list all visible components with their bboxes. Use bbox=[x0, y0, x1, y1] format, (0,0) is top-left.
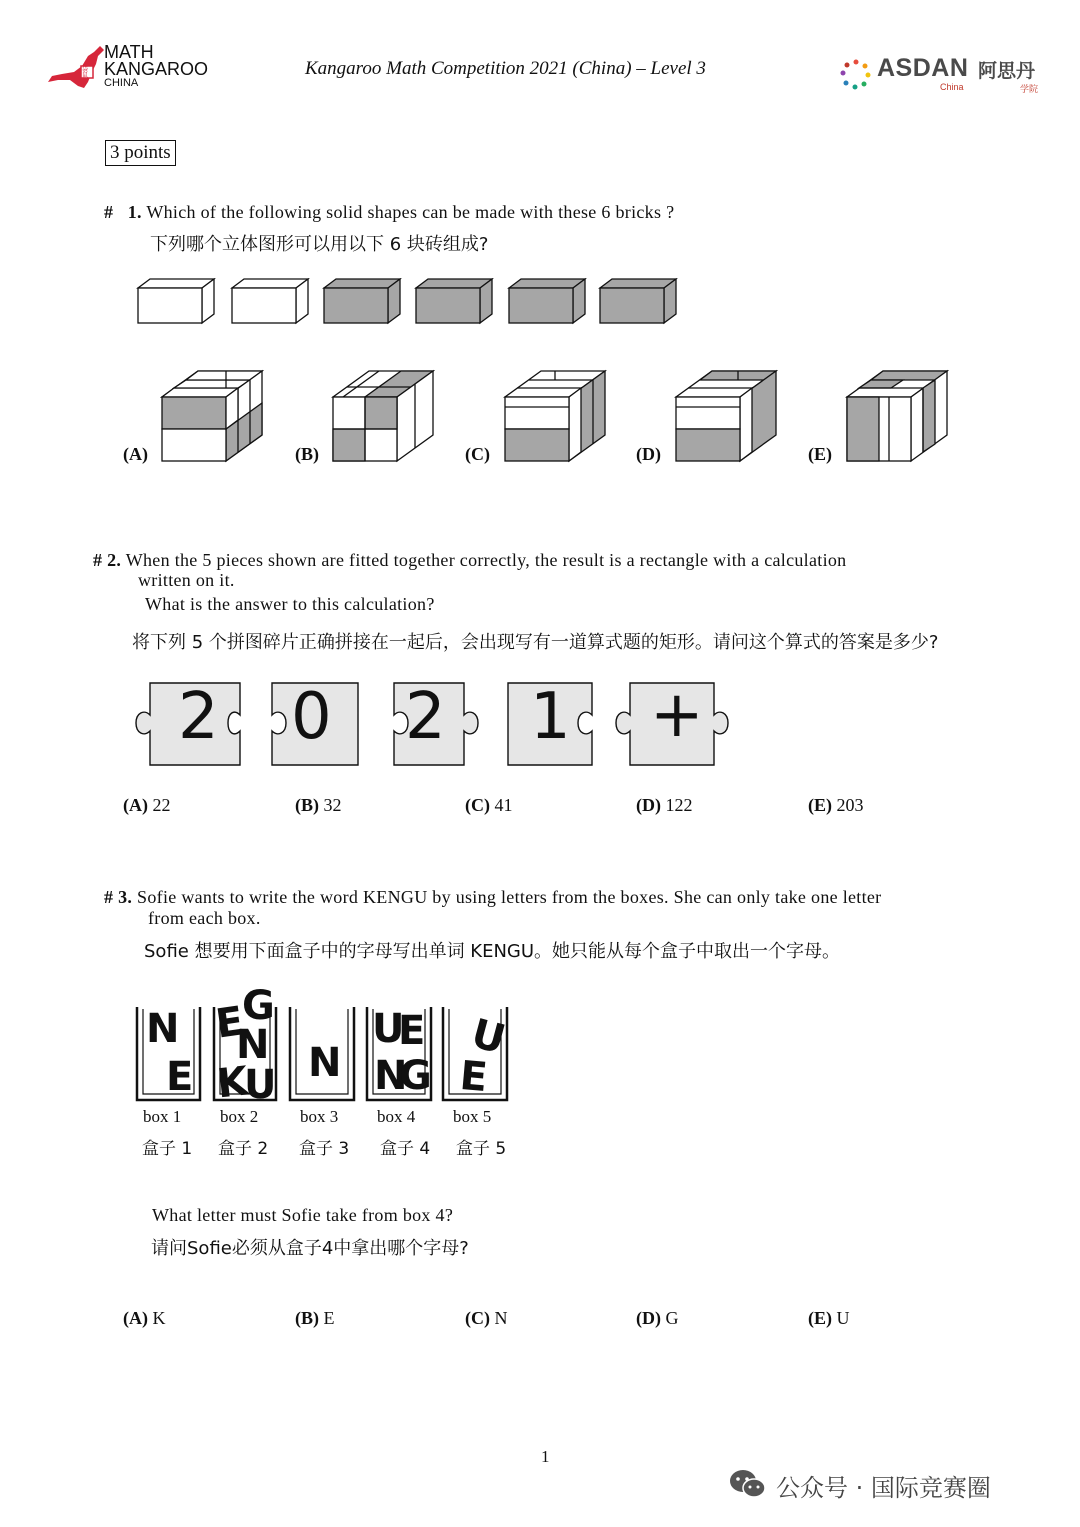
puzzle-digit-2: 0 bbox=[291, 680, 332, 754]
q2-option-B[interactable] bbox=[295, 795, 342, 816]
q1-option-C-letter: (C) bbox=[465, 444, 490, 464]
wechat-icon bbox=[728, 1468, 768, 1500]
box3-letter-N: N bbox=[308, 1040, 342, 1086]
box3-label: box 3 bbox=[300, 1107, 339, 1126]
q1-option-A[interactable] bbox=[123, 444, 148, 465]
logo-line-china: CHINA bbox=[104, 77, 139, 89]
q1-option-B[interactable] bbox=[295, 444, 319, 465]
q3-option-D[interactable] bbox=[636, 1308, 679, 1329]
q3-option-C-value: N bbox=[494, 1308, 508, 1328]
box1-letter-N: N bbox=[146, 1006, 180, 1052]
box1-label: box 1 bbox=[143, 1107, 182, 1126]
watermark-text: 公众号 · 国际竞赛圈 bbox=[776, 1474, 991, 1502]
box1-label-cn: 盒子 1 bbox=[142, 1139, 193, 1159]
q2-text-en-line3: What is the answer to this calculation? bbox=[145, 594, 435, 614]
q2-option-C-value: 41 bbox=[494, 795, 513, 815]
brick-4 bbox=[416, 279, 492, 323]
q2-text-en-line2: written on it. bbox=[138, 570, 235, 590]
q3-option-C-letter: (C) bbox=[465, 1308, 490, 1328]
box2-letter-U: U bbox=[244, 1062, 277, 1108]
asdan-sub: China bbox=[940, 82, 964, 92]
q3-option-A[interactable] bbox=[123, 1308, 166, 1329]
q3-option-D-value: G bbox=[665, 1308, 679, 1328]
brick-1 bbox=[138, 279, 214, 323]
box4-label: box 4 bbox=[377, 1107, 416, 1126]
q1-number: 1. bbox=[127, 202, 142, 222]
q3-question-line1: Sofie wants to write the word KENGU by using letters from the boxes. She can only take one letter bbox=[137, 887, 882, 907]
q1-option-E[interactable] bbox=[808, 444, 832, 465]
q2-option-D-letter: (D) bbox=[636, 795, 661, 815]
q3-text-en-line2: from each box. bbox=[148, 908, 261, 928]
q3-option-E[interactable] bbox=[808, 1308, 850, 1329]
q2-option-E-value: 203 bbox=[836, 795, 864, 815]
q2-option-B-letter: (B) bbox=[295, 795, 319, 815]
box2-letter-N: N bbox=[236, 1022, 270, 1068]
q2-option-A-value: 22 bbox=[152, 795, 171, 815]
asdan-sub-cn: 学院 bbox=[1020, 85, 1039, 95]
puzzle-digit-4: 1 bbox=[530, 680, 571, 754]
box4-letter-E: E bbox=[398, 1008, 426, 1054]
q3-option-A-letter: (A) bbox=[123, 1308, 148, 1328]
box5-label: box 5 bbox=[453, 1107, 492, 1126]
q2-option-E-letter: (E) bbox=[808, 795, 832, 815]
asdan-brand-cn: 阿思丹 bbox=[978, 60, 1036, 82]
box1-letter-E: E bbox=[166, 1054, 194, 1100]
q2-option-B-value: 32 bbox=[323, 795, 342, 815]
q3-option-E-letter: (E) bbox=[808, 1308, 832, 1328]
q3-hash: # bbox=[104, 887, 114, 907]
brick-3 bbox=[324, 279, 400, 323]
puzzle-plus: + bbox=[650, 678, 704, 752]
q1-text-cn: 下列哪个立体图形可以用以下 6 块砖组成? bbox=[150, 234, 489, 255]
q3-text-cn: Sofie 想要用下面盒子中的字母写出单词 KENGU。她只能从每个盒子中取出一个字母。 bbox=[144, 941, 841, 962]
q2-option-D-value: 122 bbox=[665, 795, 693, 815]
q3-option-C[interactable] bbox=[465, 1308, 508, 1329]
cube-B bbox=[333, 371, 433, 461]
brick-6 bbox=[600, 279, 676, 323]
q1-option-D[interactable] bbox=[636, 444, 661, 465]
q2-option-A[interactable] bbox=[123, 795, 171, 816]
q2-hash: # bbox=[93, 550, 103, 570]
box4-letter-N: N bbox=[374, 1053, 408, 1099]
box2-label: box 2 bbox=[220, 1107, 259, 1126]
q2-option-D[interactable] bbox=[636, 795, 693, 816]
q2-option-E[interactable] bbox=[808, 795, 864, 816]
box2-letter-E: E bbox=[212, 998, 247, 1048]
q1-question: Which of the following solid shapes can be made with these 6 bricks ? bbox=[146, 202, 675, 222]
q2-number: 2. bbox=[107, 550, 122, 570]
q2-option-C-letter: (C) bbox=[465, 795, 490, 815]
cube-E bbox=[847, 371, 947, 461]
q3-option-E-value: U bbox=[836, 1308, 850, 1328]
q2-option-A-letter: (A) bbox=[123, 795, 148, 815]
box2-label-cn: 盒子 2 bbox=[218, 1139, 269, 1159]
q2-question-line1: When the 5 pieces shown are fitted together correctly, the result is a rectangle with a calculation bbox=[125, 550, 847, 570]
q3-option-B-value: E bbox=[323, 1308, 335, 1328]
box2-letter-G: G bbox=[242, 983, 275, 1029]
page-number: 1 bbox=[541, 1447, 550, 1466]
q3-text-en-line1 bbox=[104, 887, 881, 908]
box5-label-cn: 盒子 5 bbox=[456, 1139, 507, 1159]
q1-option-B-letter: (B) bbox=[295, 444, 319, 464]
box3-label-cn: 盒子 3 bbox=[299, 1139, 350, 1159]
q3-option-B[interactable] bbox=[295, 1308, 335, 1329]
q1-text-en bbox=[104, 202, 674, 223]
page-header-title: Kangaroo Math Competition 2021 (China) – Level 3 bbox=[305, 58, 706, 79]
q2-text-en-line1 bbox=[93, 550, 846, 571]
q3-question-cn: 请问Sofie必须从盒子4中拿出哪个字母? bbox=[151, 1238, 469, 1259]
puzzle-digit-3: 2 bbox=[405, 680, 446, 754]
cube-A bbox=[162, 371, 262, 461]
q3-question-en: What letter must Sofie take from box 4? bbox=[152, 1205, 454, 1225]
asdan-logo bbox=[840, 52, 1050, 96]
kangaroo-icon bbox=[48, 42, 108, 90]
q3-number: 3. bbox=[118, 887, 133, 907]
brick-5 bbox=[509, 279, 585, 323]
box2-letter-K: K bbox=[214, 1058, 251, 1108]
brick-2 bbox=[232, 279, 308, 323]
q3-option-D-letter: (D) bbox=[636, 1308, 661, 1328]
box4-letter-G: G bbox=[399, 1053, 432, 1099]
logo-line-math: MATH bbox=[104, 42, 154, 62]
q1-option-C[interactable] bbox=[465, 444, 490, 465]
q1-option-D-letter: (D) bbox=[636, 444, 661, 464]
q1-option-E-letter: (E) bbox=[808, 444, 832, 464]
asdan-sunburst-icon bbox=[840, 58, 872, 90]
kangaroo-stamp: 袋鼠 bbox=[82, 66, 89, 79]
box4-label-cn: 盒子 4 bbox=[380, 1139, 431, 1159]
puzzle-digit-1: 2 bbox=[178, 680, 219, 754]
cube-D bbox=[676, 371, 776, 461]
q1-bricks bbox=[130, 278, 690, 328]
box5-letter-E: E bbox=[458, 1052, 490, 1102]
math-kangaroo-logo bbox=[48, 42, 208, 92]
q1-cube-options bbox=[120, 362, 980, 472]
q3-option-B-letter: (B) bbox=[295, 1308, 319, 1328]
box4-letter-U: U bbox=[372, 1006, 405, 1052]
cube-C bbox=[505, 371, 605, 461]
box5-letter-U: U bbox=[466, 1010, 510, 1064]
q1-option-A-letter: (A) bbox=[123, 444, 148, 464]
q2-option-C[interactable] bbox=[465, 795, 513, 816]
section-points-label: 3 points bbox=[105, 140, 176, 166]
logo-line-kangaroo: KANGAROO bbox=[104, 59, 209, 79]
asdan-brand: ASDAN bbox=[877, 54, 969, 82]
q1-hash: # bbox=[104, 202, 114, 222]
q2-text-cn: 将下列 5 个拼图碎片正确拼接在一起后，会出现写有一道算式题的矩形。请问这个算式的答案是多少? bbox=[132, 632, 939, 653]
q3-option-A-value: K bbox=[152, 1308, 166, 1328]
